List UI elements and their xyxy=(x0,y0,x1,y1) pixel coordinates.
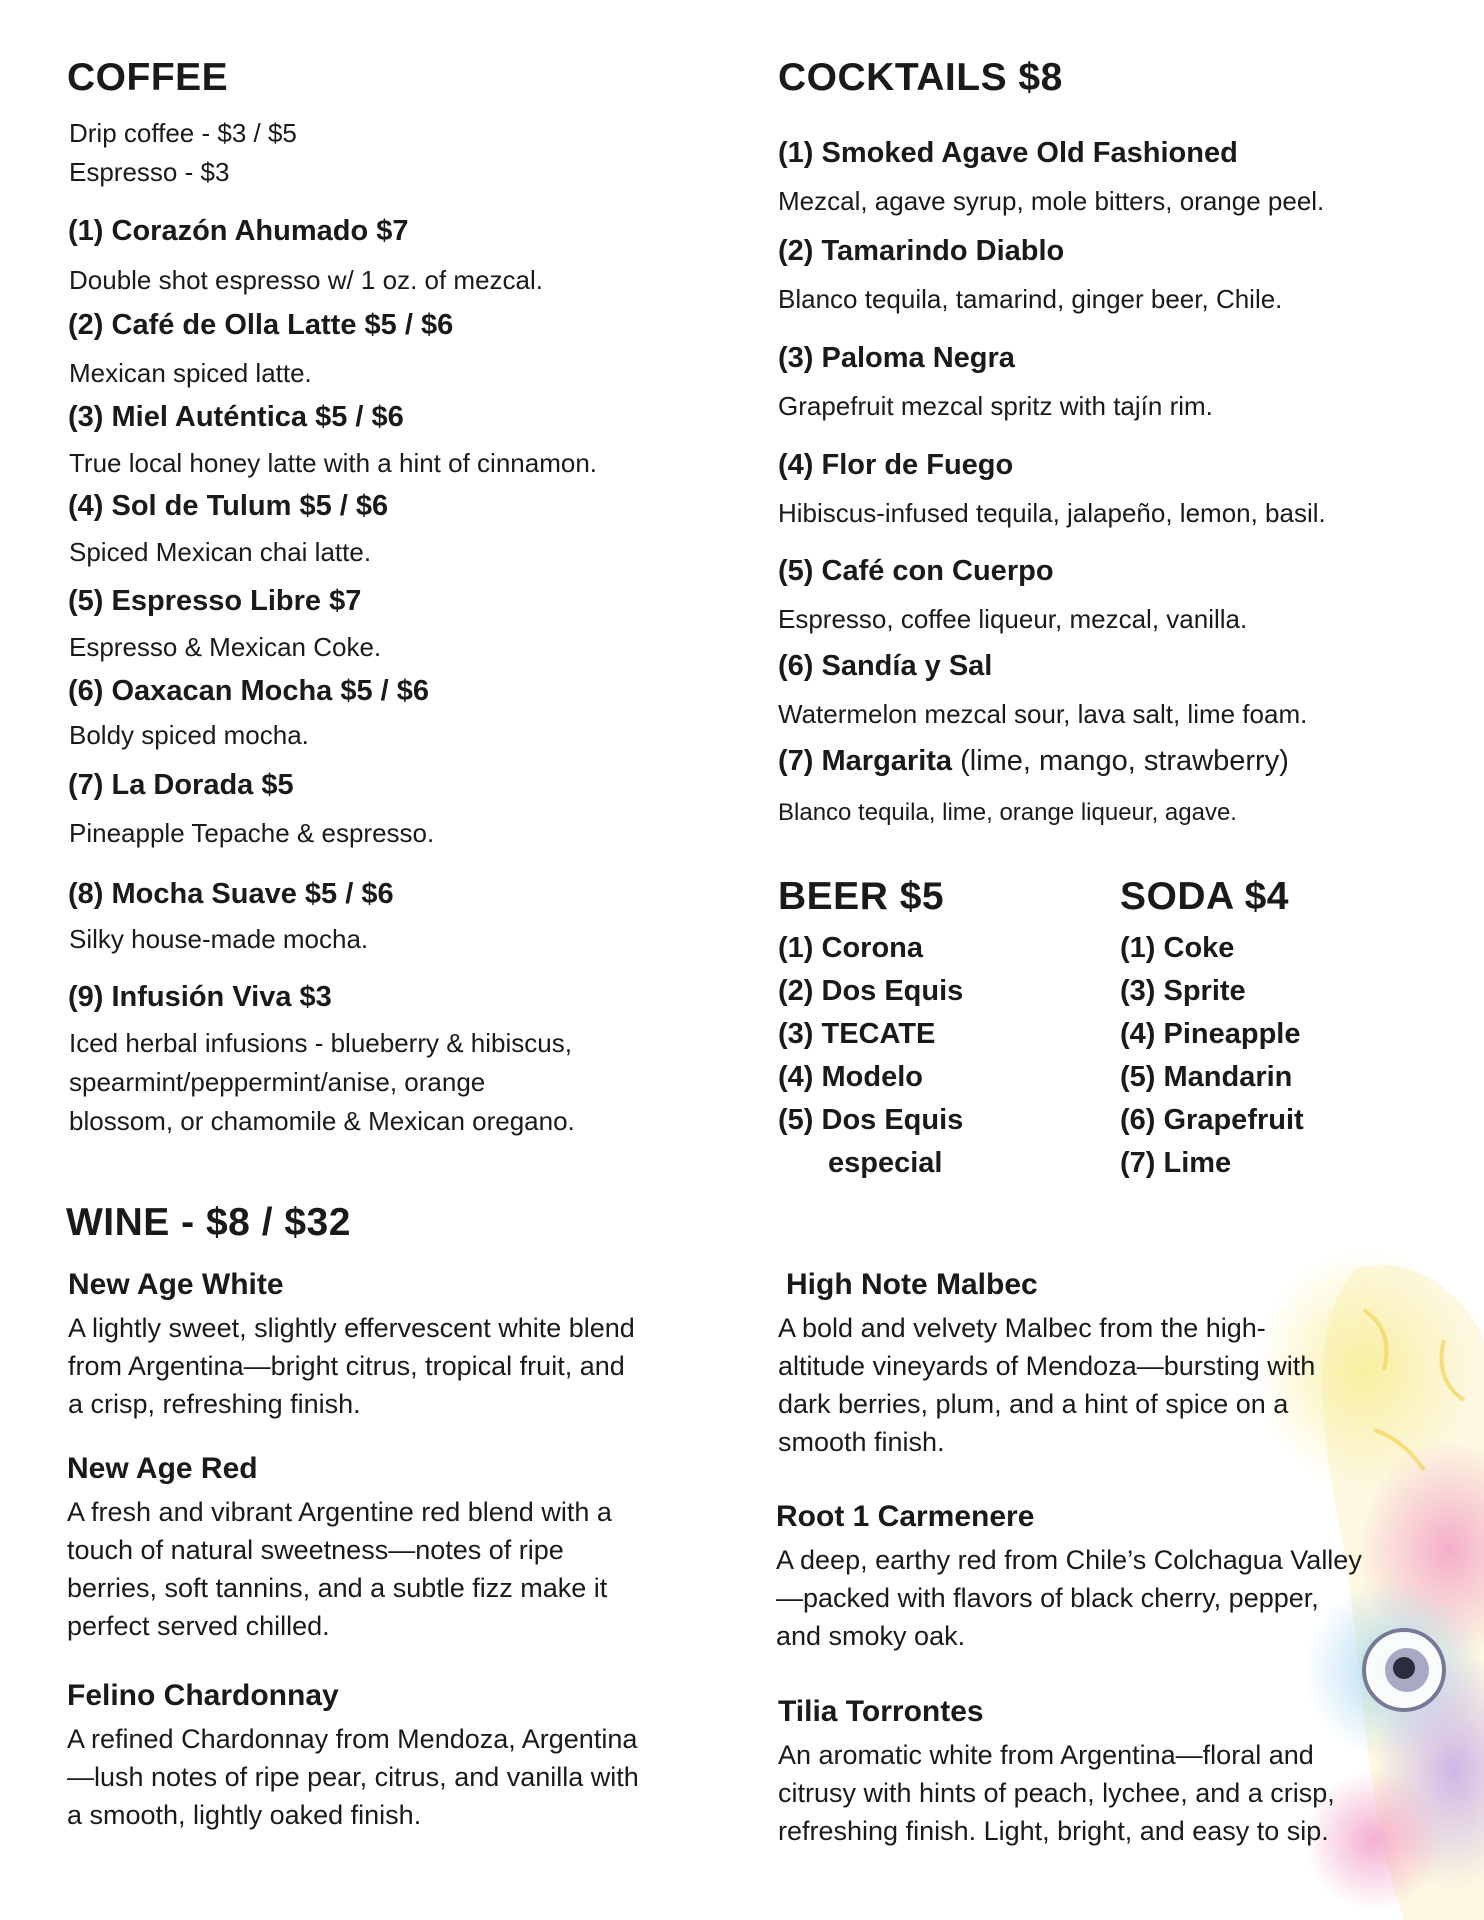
coffee-item-desc: Spiced Mexican chai latte. xyxy=(69,537,372,567)
desc-line: citrusy with hints of peach, lychee, and a crisp, xyxy=(778,1778,1335,1808)
desc-line: spearmint/peppermint/anise, orange xyxy=(69,1067,486,1097)
cocktails-heading: COCKTAILS $8 xyxy=(778,56,1063,99)
coffee-basic-drip: Drip coffee - $3 / $5 xyxy=(69,118,297,148)
beer-list xyxy=(778,927,963,1185)
coffee-item-title: (1) Corazón Ahumado $7 xyxy=(68,215,409,247)
beer-item: especial xyxy=(828,1147,943,1179)
cocktail-item-desc: Blanco tequila, tamarind, ginger beer, Chile. xyxy=(778,284,1283,314)
soda-item: (6) Grapefruit xyxy=(1120,1104,1304,1136)
beer-item: (5) Dos Equis xyxy=(778,1104,964,1136)
coffee-item-title: (4) Sol de Tulum $5 / $6 xyxy=(68,490,389,522)
desc-line: smooth finish. xyxy=(778,1427,945,1457)
cocktail-item-title xyxy=(778,746,1289,778)
soda-item: (5) Mandarin xyxy=(1120,1061,1293,1093)
cocktail-item-desc: Espresso, coffee liqueur, mezcal, vanilla. xyxy=(778,604,1248,634)
coffee-item-desc: Double shot espresso w/ 1 oz. of mezcal. xyxy=(69,265,544,295)
cocktail-item-title: (6) Sandía y Sal xyxy=(778,650,993,682)
cocktail-item-title: (3) Paloma Negra xyxy=(778,342,1015,374)
beer-heading: BEER $5 xyxy=(778,875,945,918)
wine-title: New Age White xyxy=(68,1268,284,1301)
soda-item: (1) Coke xyxy=(1120,932,1235,964)
coffee-item-title: (8) Mocha Suave $5 / $6 xyxy=(68,878,394,910)
desc-line: An aromatic white from Argentina—floral and xyxy=(778,1740,1314,1770)
soda-list xyxy=(1120,927,1304,1185)
soda-item: (7) Lime xyxy=(1120,1147,1232,1179)
coffee-item-title: (7) La Dorada $5 xyxy=(68,769,294,801)
wine-item xyxy=(778,1695,1468,1850)
wine-desc xyxy=(68,1309,748,1423)
wine-item xyxy=(776,1500,1466,1655)
cocktail-item-title: (2) Tamarindo Diablo xyxy=(778,235,1065,267)
wine-item xyxy=(778,1268,1458,1461)
beer-item: (4) Modelo xyxy=(778,1061,923,1093)
desc-line: A bold and velvety Malbec from the high- xyxy=(778,1313,1266,1343)
coffee-item-title: (5) Espresso Libre $7 xyxy=(68,585,362,617)
desc-line: —packed with flavors of black cherry, pepper, xyxy=(776,1583,1319,1613)
coffee-heading: COFFEE xyxy=(67,56,229,99)
wine-item xyxy=(68,1268,748,1423)
desc-line: blossom, or chamomile & Mexican oregano. xyxy=(69,1106,575,1136)
coffee-item-title: (3) Miel Auténtica $5 / $6 xyxy=(68,401,404,433)
wine-item xyxy=(67,1679,747,1834)
beer-item: (3) TECATE xyxy=(778,1018,936,1050)
desc-line: dark berries, plum, and a hint of spice on a xyxy=(778,1389,1289,1419)
wine-title: Felino Chardonnay xyxy=(67,1679,339,1712)
cocktail-item-desc: Hibiscus-infused tequila, jalapeño, lemon, basil. xyxy=(778,498,1326,528)
coffee-item-desc: Espresso & Mexican Coke. xyxy=(69,632,382,662)
wine-item xyxy=(67,1452,747,1645)
coffee-item-desc: Silky house-made mocha. xyxy=(69,924,369,954)
cocktail-item-desc: Blanco tequila, lime, orange liqueur, agave. xyxy=(778,799,1237,826)
wine-desc xyxy=(778,1309,1458,1461)
coffee-item-title: (2) Café de Olla Latte $5 / $6 xyxy=(68,309,454,341)
coffee-item-desc xyxy=(69,1024,575,1141)
wine-title: High Note Malbec xyxy=(786,1268,1038,1301)
desc-line: Iced herbal infusions - blueberry & hibiscus, xyxy=(69,1028,572,1058)
desc-line: touch of natural sweetness—notes of ripe xyxy=(67,1535,564,1565)
desc-line: A fresh and vibrant Argentine red blend with a xyxy=(67,1497,612,1527)
desc-line: a smooth, lightly oaked finish. xyxy=(67,1800,422,1830)
wine-desc xyxy=(67,1720,747,1834)
desc-line: A refined Chardonnay from Mendoza, Argentina xyxy=(67,1724,638,1754)
coffee-item-desc: Pineapple Tepache & espresso. xyxy=(69,818,435,848)
wine-title: New Age Red xyxy=(67,1452,258,1485)
desc-line: refreshing finish. Light, bright, and easy to sip. xyxy=(778,1816,1329,1846)
coffee-item-title: (6) Oaxacan Mocha $5 / $6 xyxy=(68,675,430,707)
wine-title: Root 1 Carmenere xyxy=(776,1500,1035,1533)
soda-item: (4) Pineapple xyxy=(1120,1018,1301,1050)
desc-line: A deep, earthy red from Chile’s Colchagua Valley xyxy=(776,1545,1362,1575)
coffee-basic-espresso: Espresso - $3 xyxy=(69,157,230,187)
desc-line: and smoky oak. xyxy=(776,1621,966,1651)
coffee-item-title: (9) Infusión Viva $3 xyxy=(68,981,332,1013)
wine-title: Tilia Torrontes xyxy=(778,1695,984,1728)
wine-desc xyxy=(67,1493,747,1645)
cocktail-item-title: (5) Café con Cuerpo xyxy=(778,555,1054,587)
desc-line: perfect served chilled. xyxy=(67,1611,330,1641)
cocktail-item-desc: Watermelon mezcal sour, lava salt, lime foam. xyxy=(778,699,1308,729)
soda-item: (3) Sprite xyxy=(1120,975,1246,1007)
cocktail-item-desc: Grapefruit mezcal spritz with tajín rim. xyxy=(778,391,1213,421)
beer-item: (2) Dos Equis xyxy=(778,975,964,1007)
desc-line: —lush notes of ripe pear, citrus, and vanilla with xyxy=(67,1762,639,1792)
soda-heading: SODA $4 xyxy=(1120,875,1289,918)
cocktail-item-title: (4) Flor de Fuego xyxy=(778,449,1014,481)
cocktail-item-desc: Mezcal, agave syrup, mole bitters, orange peel. xyxy=(778,186,1325,216)
cocktail-item-title: (1) Smoked Agave Old Fashioned xyxy=(778,137,1238,169)
beer-item: (1) Corona xyxy=(778,932,923,964)
wine-heading: WINE - $8 / $32 xyxy=(66,1201,351,1244)
coffee-item-desc: Boldy spiced mocha. xyxy=(69,720,309,750)
desc-line: from Argentina—bright citrus, tropical fruit, and xyxy=(68,1351,625,1381)
coffee-item-desc: True local honey latte with a hint of cinnamon. xyxy=(69,448,597,478)
wine-desc xyxy=(778,1736,1468,1850)
desc-line: berries, soft tannins, and a subtle fizz make it xyxy=(67,1573,608,1603)
desc-line: a crisp, refreshing finish. xyxy=(68,1389,361,1419)
desc-line: altitude vineyards of Mendoza—bursting with xyxy=(778,1351,1316,1381)
wine-desc xyxy=(776,1541,1466,1655)
desc-line: A lightly sweet, slightly effervescent white blend xyxy=(68,1313,635,1343)
coffee-item-desc: Mexican spiced latte. xyxy=(69,358,312,388)
cocktail-note: (lime, mango, strawberry) xyxy=(952,745,1289,777)
cocktail-name: (7) Margarita xyxy=(778,745,953,777)
